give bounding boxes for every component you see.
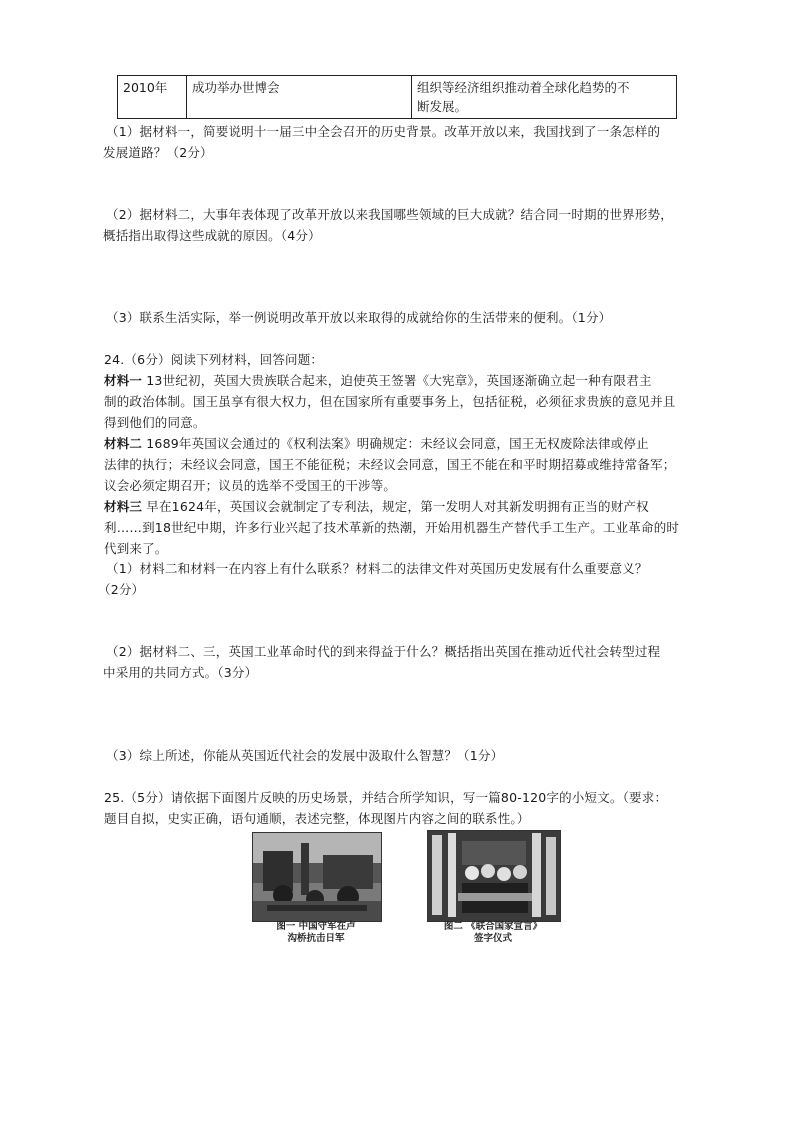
q24-sub2-line1: （2）据材料二、三，英国工业革命时代的到来得益于什么？概括指出英国在推动近代社会转型过程 (106, 644, 661, 659)
figure-1-photo (252, 832, 382, 922)
material-text: 议会必须定期召开；议员的选举不受国王的干涉等。 (104, 478, 397, 493)
material-label: 材料三 (104, 499, 143, 514)
material-text: 利……到18世纪中期，许多行业兴起了技术革新的热潮，开始用机器生产替代手工生产。工业革命的时 (104, 520, 680, 535)
q24-sub2-line2: 中采用的共同方式。（3分） (103, 665, 258, 680)
figure-2-caption (427, 921, 559, 945)
table-row (118, 76, 677, 119)
q24-sub1-line2: （2分） (98, 582, 145, 597)
figure-1-caption-line2: 沟桥抗击日军 (287, 933, 345, 944)
figure-2-caption-line2: 签字仪式 (473, 933, 512, 944)
q23-sub1 (103, 121, 701, 163)
q24-material-2 (104, 433, 704, 496)
q24-intro (104, 349, 704, 370)
q24-material-3 (104, 496, 704, 559)
material-text: 得到他们的同意。 (104, 415, 206, 430)
material-text: 早在1624年，英国议会就制定了专利法，规定，第一发明人对其新发明拥有正当的财产权 (142, 499, 649, 514)
q24-intro-text: 24.（6分）阅读下列材料，回答问题： (104, 352, 324, 367)
table-cell-note (412, 76, 677, 119)
figure-2-caption-line1: 图二 《联合国家宣言》 (443, 921, 543, 932)
material-text: 1689年英国议会通过的《权利法案》明确规定：未经议会同意，国王无权废除法律或停止 (142, 436, 649, 451)
q23-sub1-line2: 发展道路？（2分） (103, 145, 213, 160)
q23-sub1-line1: （1）据材料一，简要说明十一届三中全会召开的历史背景。改革开放以来，我国找到了一条怎样的 (106, 124, 661, 139)
q23-sub2 (103, 204, 701, 246)
q24-sub3 (106, 745, 701, 766)
q24-material-1 (104, 370, 704, 433)
figure-1-caption-line1: 图一 中国守军在卢 (276, 921, 356, 932)
q25-line2: 题目自拟，史实正确，语句通顺，表述完整，体现图片内容之间的联系性。） (104, 811, 530, 826)
material-text: 制的政治体制。国王虽享有很大权力，但在国家所有重要事务上，包括征税，必须征求贵族的意见并且 (104, 394, 676, 409)
q23-sub2-line2: 概括指出取得这些成就的原因。（4分） (103, 228, 321, 243)
material-text: 13世纪初，英国大贵族联合起来，迫使英王签署《大宪章》，英国逐渐确立起一种有限君主 (142, 373, 652, 388)
figure-1-caption (252, 921, 380, 945)
table-cell-event: 成功举办世博会 (187, 76, 412, 119)
table-note-line: 组织等经济组织推动着全球化趋势的不 (417, 80, 630, 95)
material-label: 材料一 (104, 373, 143, 388)
table-note-line: 断发展。 (417, 99, 468, 114)
q25-prompt (104, 787, 704, 829)
q24-sub1-line1: （1）材料二和材料一在内容上有什么联系？材料二的法律文件对英国历史发展有什么重要意义？ (106, 561, 648, 576)
q23-sub3 (106, 307, 701, 328)
table-cell-year: 2010年 (118, 76, 187, 119)
material-text: 法律的执行；未经议会同意，国王不能征税；未经议会同意，国王不能在和平时期招募或维持常备军； (104, 457, 676, 472)
q24-sub1 (98, 558, 701, 600)
q25-line1: 25.（5分）请依据下面图片反映的历史场景，并结合所学知识，写一篇80-120字的小短文。（要求： (104, 790, 668, 805)
q23-sub2-line1: （2）据材料二，大事年表体现了改革开放以来我国哪些领域的巨大成就？结合同一时期的世界形势， (106, 207, 673, 222)
q23-sub3-line1: （3）联系生活实际，举一例说明改革开放以来取得的成就给你的生活带来的便利。（1分） (106, 310, 612, 325)
material-text: 代到来了。 (104, 541, 168, 556)
material-label: 材料二 (104, 436, 143, 451)
q24-sub3-line1: （3）综上所述，你能从英国近代社会的发展中汲取什么智慧？（1分） (106, 748, 504, 763)
chronology-table (117, 75, 677, 119)
q24-sub2 (103, 641, 701, 683)
figure-2-photo (427, 830, 561, 922)
